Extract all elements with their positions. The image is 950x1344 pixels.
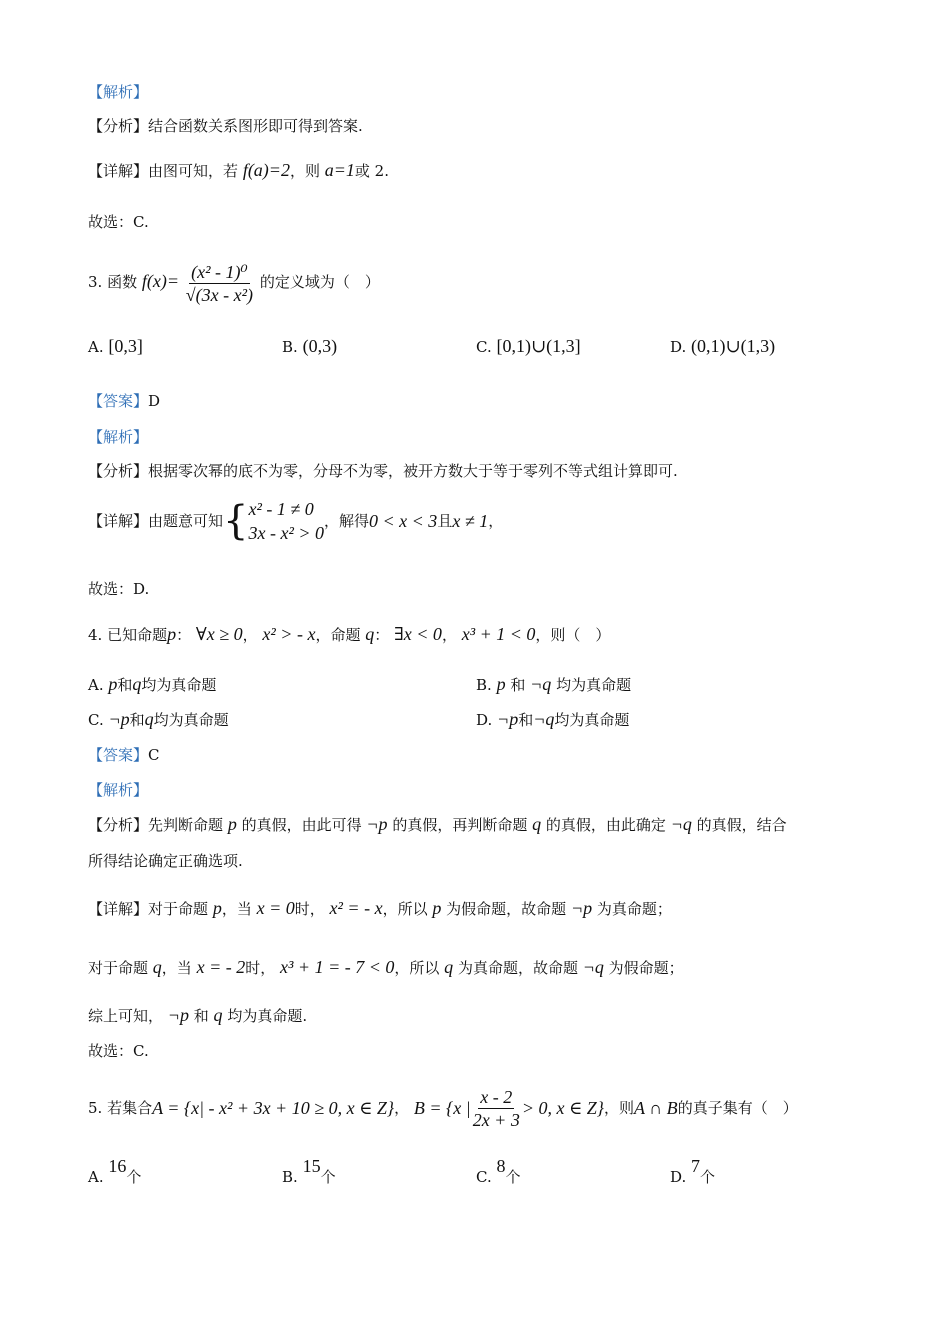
q3-option-b[interactable]: B. (0,3) bbox=[282, 336, 338, 356]
q4-guxuan: 故选：C. bbox=[88, 1042, 149, 1060]
q4-option-a[interactable]: A. p和q均为真命题 bbox=[88, 674, 217, 694]
q3-system-brace: { bbox=[223, 498, 249, 544]
q4-xiangjie-line2: 对于命题 q，当 x = - 2时， x³ + 1 = - 7 < 0，所以 q 为真命题，故命题 ¬q 为假命题； bbox=[88, 957, 684, 977]
q3-answer: 【答案】D bbox=[88, 392, 161, 410]
q3-fenxi-line: 【分析】根据零次幂的底不为零，分母不为零，被开方数大于等于零列不等式组计算即可. bbox=[88, 462, 678, 480]
s2-answer-line: 故选：C. bbox=[88, 213, 149, 231]
q5-option-b[interactable]: B. 15个 bbox=[282, 1156, 336, 1186]
s2-fenxi-line: 【分析】结合函数关系图形即可得到答案. bbox=[88, 117, 363, 135]
q4-option-d[interactable]: D. ¬p和¬q均为真命题 bbox=[476, 709, 630, 729]
q5-set-b-fraction: $\frac{x - 2}{2x + 3}$ bbox=[472, 1086, 520, 1130]
q3-option-c[interactable]: C. [0,1)∪(1,3] bbox=[476, 336, 581, 356]
q4-fenxi-line2: 所得结论确定正确选项. bbox=[88, 852, 243, 870]
s2-result: a=1 bbox=[324, 160, 355, 180]
q5-option-d[interactable]: D. 7个 bbox=[670, 1156, 716, 1186]
q3-guxuan: 故选：D. bbox=[88, 580, 150, 598]
q3-xiangjie-line: 【详解】 由题意可知 { x² - 1 ≠ 0 3x - x² > 0 ，解得 0 < x < 3 且 x ≠ 1 ， bbox=[88, 498, 504, 544]
q5-option-c[interactable]: C. 8个 bbox=[476, 1156, 521, 1186]
q5-intersection: A ∩ B bbox=[634, 1098, 678, 1118]
q4-jiexi-heading: 【解析】 bbox=[88, 781, 149, 799]
s2-jiexi-heading: 【解析】 bbox=[88, 83, 149, 101]
q3-option-d[interactable]: D. (0,1)∪(1,3) bbox=[670, 336, 776, 356]
q4-fenxi-line1: 【分析】先判断命题 p 的真假，由此可得 ¬p 的真假，再判断命题 q 的真假，由此确定 ¬q 的真假，结合 bbox=[88, 814, 787, 834]
q4-xiangjie-line1: 【详解】对于命题 p，当 x = 0时， x² = - x，所以 p 为假命题，故命题 ¬p 为真命题； bbox=[88, 898, 672, 918]
q3-fraction: $\frac{\text{(x² - 1)⁰}}{\text{√(3x - x²)}}$ bbox=[185, 261, 254, 305]
s2-condition: f(a)=2 bbox=[242, 160, 290, 180]
q4-stem: 4. 已知命题p： ∀x ≥ 0， x² > - x，命题 q： ∃x < 0， x³ + 1 < 0，则（ ） bbox=[88, 624, 611, 644]
q4-summary: 综上可知， ¬p 和 q 均为真命题. bbox=[88, 1005, 308, 1025]
q5-stem: 5. 若集合 A = {x| - x² + 3x + 10 ≥ 0, x ∈ Z} ， B = {x | $\frac{x - 2}{2x + 3}$ > 0, x ∈ Z} ，则 A ∩ B 的真子集有（ ） bbox=[88, 1080, 798, 1136]
q3-system: x² - 1 ≠ 0 3x - x² > 0 bbox=[248, 499, 324, 543]
q5-option-a[interactable]: A. 16个 bbox=[88, 1156, 142, 1186]
q4-option-c[interactable]: C. ¬p和q均为真命题 bbox=[88, 709, 229, 729]
q4-option-b[interactable]: B. p 和 ¬q 均为真命题 bbox=[476, 674, 632, 694]
q3-stem: 3. 函数 f(x)= $\frac{\text{(x² - 1)⁰}}{\text{√(3x - x²)}}$ 的定义域为（ ） bbox=[88, 261, 380, 305]
q3-jiexi-heading: 【解析】 bbox=[88, 428, 149, 446]
q3-option-a[interactable]: A. [0,3] bbox=[88, 336, 143, 356]
q4-answer: 【答案】C bbox=[88, 746, 160, 764]
q5-set-a: A = {x| - x² + 3x + 10 ≥ 0, x ∈ Z} bbox=[152, 1098, 395, 1118]
s2-xiangjie-line: 【详解】由图可知，若 f(a)=2，则 a=1或 2. bbox=[88, 160, 389, 180]
